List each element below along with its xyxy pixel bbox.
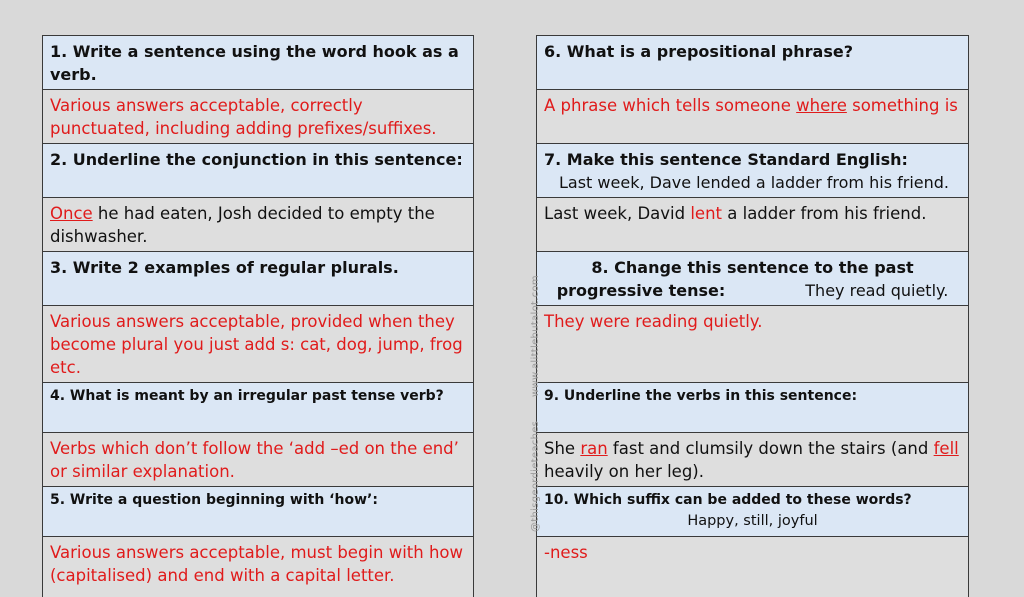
question-7-sentence: Last week, Dave lended a ladder from his friend.: [559, 173, 949, 192]
answer-9-verb-fell: fell: [933, 439, 959, 458]
answer-3: [43, 306, 473, 383]
question-7-text: 7. Make this sentence Standard English:: [544, 150, 908, 169]
answer-9-verb-ran: ran: [580, 439, 608, 458]
question-3: [43, 252, 473, 306]
answer-10: [537, 537, 968, 597]
question-6: [537, 36, 968, 90]
question-9-text: 9. Underline the verbs in this sentence:: [544, 388, 858, 404]
watermark-handle-text: @thisgeordieteaches: [530, 420, 541, 532]
answer-1: [43, 90, 473, 144]
question-1-text: 1. Write a sentence using the word hook as a verb.: [50, 42, 459, 84]
question-8: [537, 252, 968, 306]
question-8-text: 8. Change this sentence to the past progressive tense: They read quietly.: [556, 258, 949, 300]
answer-7: [537, 198, 968, 252]
answer-6-pre: A phrase which tells someone: [544, 96, 797, 115]
question-10-text: 10. Which suffix can be added to these words?: [544, 492, 912, 508]
answer-3-text: Various answers acceptable, provided when they become plural you just add s: cat, dog, jump, frog etc.: [50, 312, 463, 377]
question-10-words: Happy, still, joyful: [687, 513, 818, 529]
answer-8: [537, 306, 968, 383]
answer-1-text: Various answers acceptable, correctly punctuated, including adding prefixes/suffixes.: [50, 96, 437, 138]
answer-10-text: -ness: [544, 543, 588, 562]
answer-2-conjunction: Once: [50, 204, 93, 223]
answer-6-underlined: where: [796, 96, 847, 115]
question-7: [537, 144, 968, 198]
answer-6: [537, 90, 968, 144]
left-quiz-column: [42, 35, 474, 597]
answer-5-text: Various answers acceptable, must begin with how (capitalised) and end with a capital letter.: [50, 543, 463, 585]
question-1: [43, 36, 473, 90]
answer-7-post: a ladder from his friend.: [722, 204, 927, 223]
answer-4: [43, 433, 473, 487]
question-2: [43, 144, 473, 198]
answer-7-corrected: lent: [690, 204, 723, 223]
answer-7-pre: Last week, David: [544, 204, 691, 223]
right-quiz-column: [536, 35, 969, 597]
question-8-sentence: They read quietly.: [805, 281, 949, 300]
answer-9: [537, 433, 968, 487]
question-4-text: 4. What is meant by an irregular past tense verb?: [50, 388, 444, 404]
answer-4-text: Verbs which don’t follow the ‘add –ed on the end’ or similar explanation.: [50, 439, 459, 481]
question-2-text: 2. Underline the conjunction in this sentence:: [50, 150, 463, 169]
question-10: [537, 487, 968, 537]
answer-2: [43, 198, 473, 252]
answer-5: [43, 537, 473, 597]
answer-8-text: They were reading quietly.: [544, 312, 763, 331]
question-9: [537, 383, 968, 433]
answer-9-part-1: She: [544, 439, 581, 458]
question-8-title: [544, 256, 961, 302]
question-5-text: 5. Write a question beginning with ‘how’:: [50, 492, 378, 508]
answer-9-part-2: fast and clumsily down the stairs (and: [607, 439, 934, 458]
answer-6-post: something is: [846, 96, 958, 115]
watermark-site-text: www.alittlebutalot.com: [530, 275, 541, 397]
question-5: [43, 487, 473, 537]
question-3-text: 3. Write 2 examples of regular plurals.: [50, 258, 399, 277]
answer-9-part-3: heavily on her leg).: [544, 462, 704, 481]
answer-2-rest: he had eaten, Josh decided to empty the dishwasher.: [50, 204, 435, 246]
question-6-text: 6. What is a prepositional phrase?: [544, 42, 853, 61]
question-4: [43, 383, 473, 433]
